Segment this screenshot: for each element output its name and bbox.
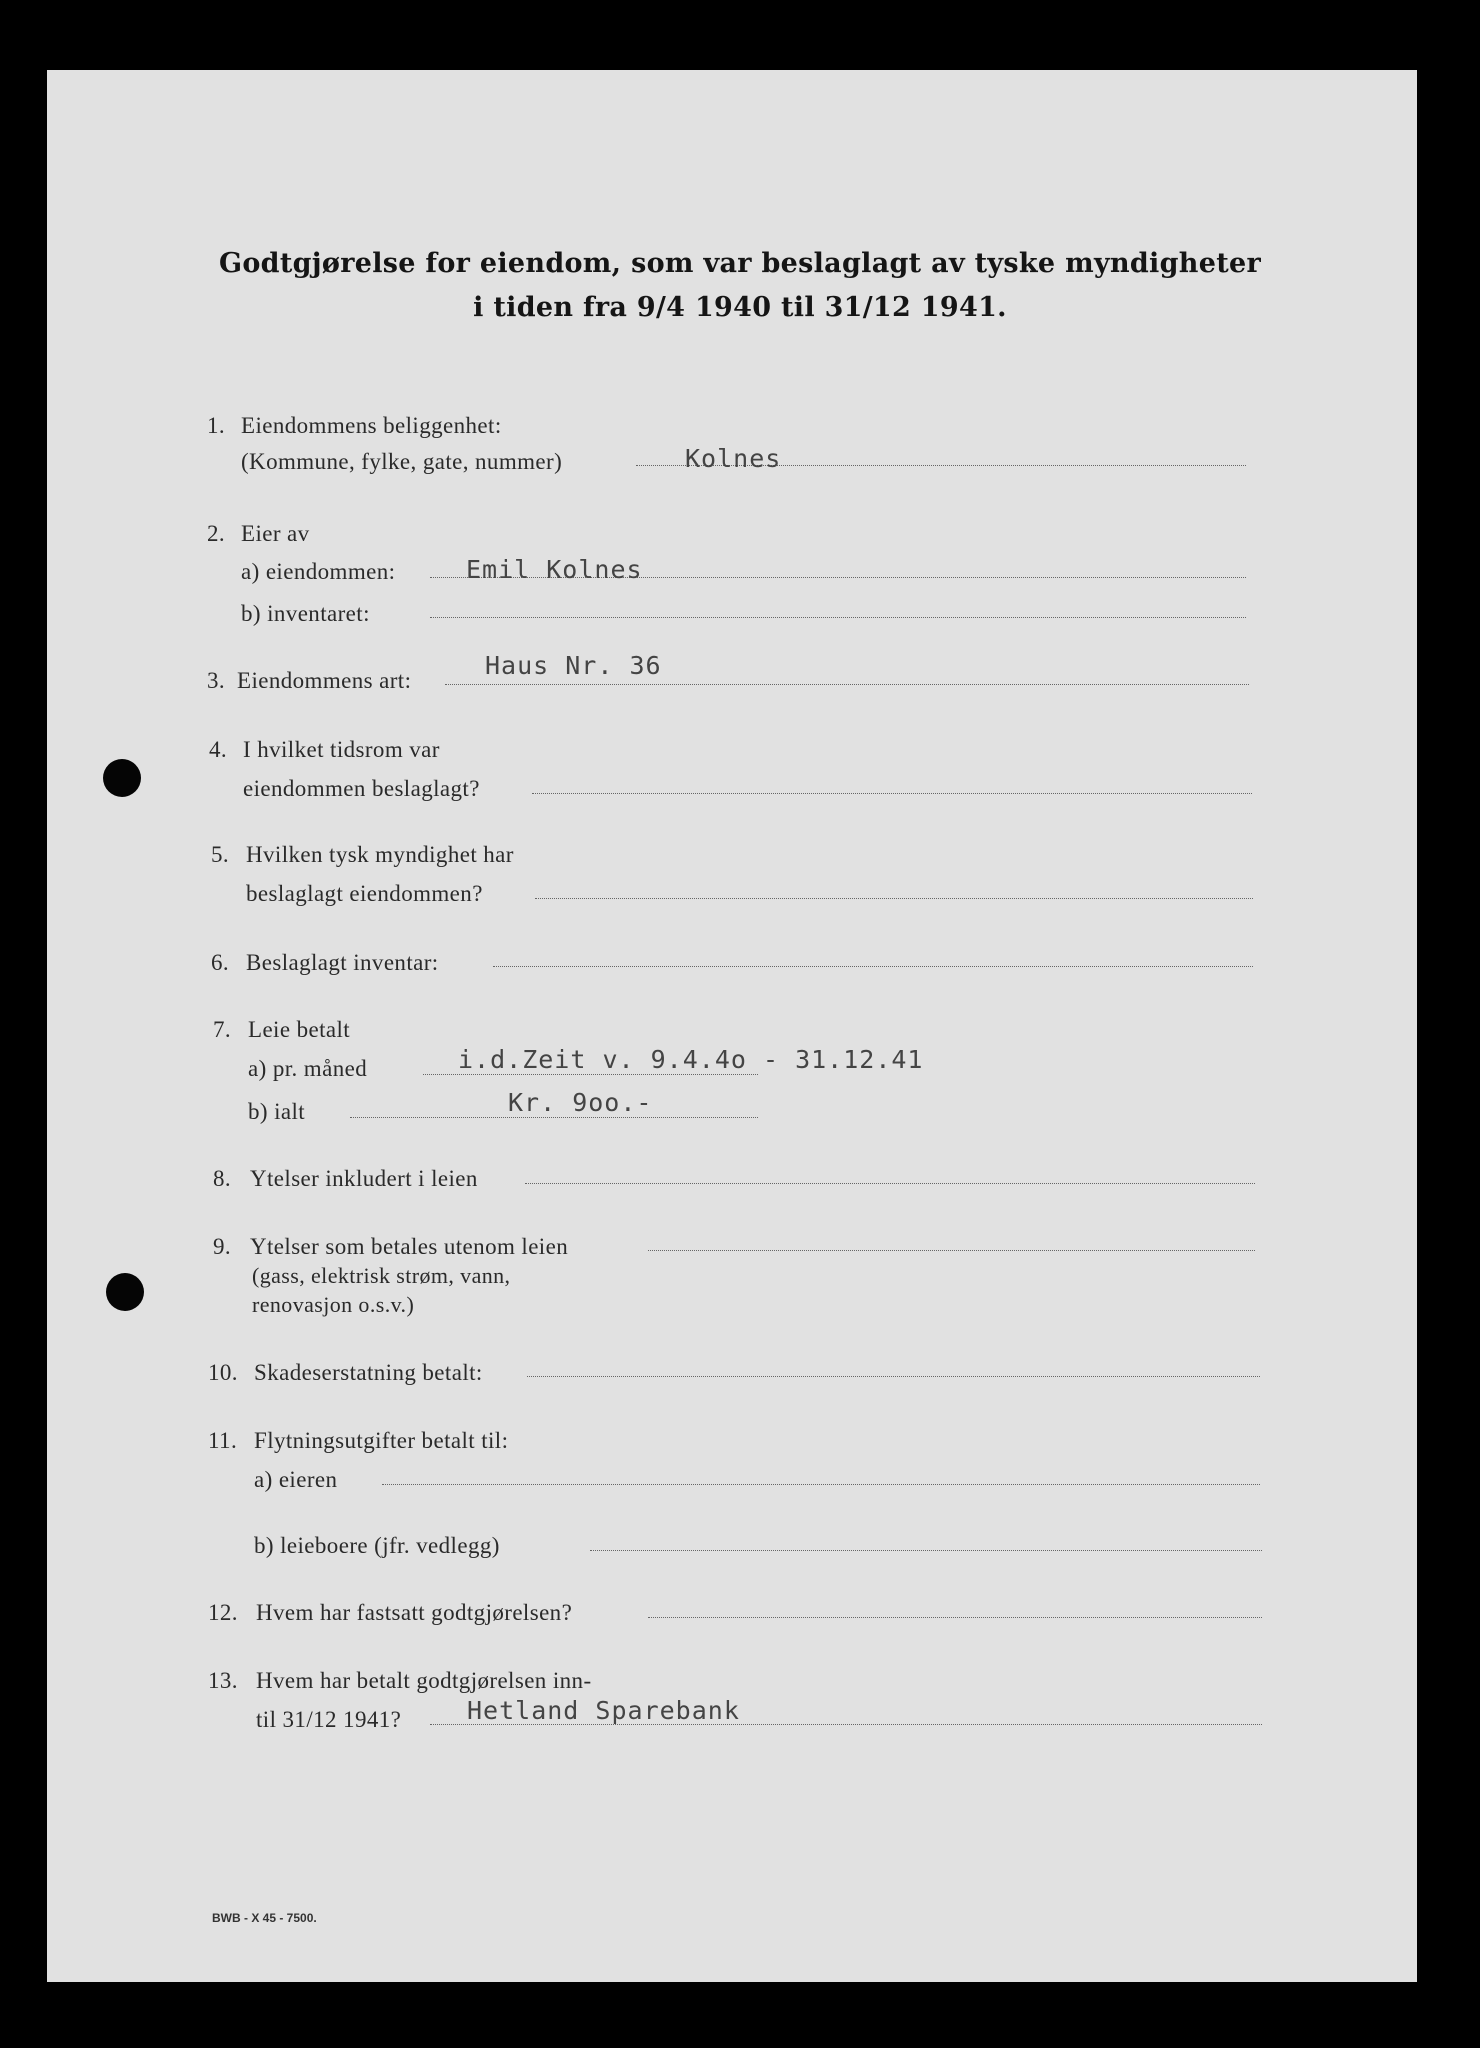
- item-11-number: 11.: [208, 1428, 238, 1453]
- item-4-answer-line[interactable]: [532, 793, 1252, 794]
- item-4-number: 4.: [209, 737, 228, 762]
- item-3-answer-line[interactable]: [445, 684, 1249, 685]
- item-8-answer-line[interactable]: [525, 1183, 1255, 1184]
- item-9-answer-line[interactable]: [648, 1250, 1255, 1251]
- item-13-number: 13.: [208, 1668, 238, 1693]
- item-5-label-sub: beslaglagt eiendommen?: [246, 881, 483, 906]
- item-10-answer-line[interactable]: [527, 1376, 1260, 1377]
- item-7-label: Leie betalt: [248, 1017, 351, 1042]
- item-12-label: Hvem har fastsatt godtgjørelsen?: [256, 1600, 573, 1625]
- print-code: BWB - X 45 - 7500.: [212, 1911, 317, 1925]
- item-5-answer-line[interactable]: [535, 898, 1253, 899]
- item-2b-answer-line[interactable]: [430, 617, 1246, 618]
- item-9-label-sub-2: renovasjon o.s.v.): [252, 1292, 415, 1317]
- item-3-answer: Haus Nr. 36: [485, 651, 662, 680]
- item-6-number: 6.: [211, 950, 230, 975]
- item-7a-answer-line[interactable]: [423, 1074, 758, 1075]
- item-7-number: 7.: [213, 1017, 232, 1042]
- item-7b-label: b) ialt: [248, 1099, 306, 1124]
- item-7a-label: a) pr. måned: [248, 1056, 368, 1081]
- item-11b-answer-line[interactable]: [590, 1550, 1262, 1551]
- item-10-label: Skadeserstatning betalt:: [254, 1360, 483, 1385]
- item-7b-answer-line[interactable]: [350, 1117, 758, 1118]
- item-1-label-sub: (Kommune, fylke, gate, nummer): [241, 449, 563, 474]
- item-4-label: I hvilket tidsrom var: [243, 737, 440, 762]
- item-3-label: Eiendommens art:: [237, 668, 412, 693]
- item-1-label: Eiendommens beliggenhet:: [241, 413, 502, 438]
- item-2-label: Eier av: [241, 521, 310, 546]
- form-title-line-1: Godtgjørelse for eiendom, som var beslaglagt av tyske myndigheter: [219, 248, 1261, 279]
- item-12-number: 12.: [208, 1600, 238, 1625]
- item-9-label-sub-1: (gass, elektrisk strøm, vann,: [252, 1263, 511, 1288]
- item-10-number: 10.: [208, 1360, 238, 1385]
- item-7a-answer: i.d.Zeit v. 9.4.4o - 31.12.41: [458, 1045, 924, 1074]
- item-11b-label: b) leieboere (jfr. vedlegg): [254, 1533, 500, 1558]
- item-1-answer: Kolnes: [685, 444, 782, 473]
- item-1-number: 1.: [207, 413, 226, 438]
- item-7b-answer: Kr. 9oo.-: [508, 1088, 653, 1117]
- item-9-label: Ytelser som betales utenom leien: [250, 1234, 569, 1259]
- item-9-number: 9.: [213, 1234, 232, 1259]
- item-13-label: Hvem har betalt godtgjørelsen inn-: [256, 1668, 592, 1693]
- item-3-number: 3.: [207, 668, 226, 693]
- item-12-answer-line[interactable]: [648, 1617, 1262, 1618]
- item-2b-label: b) inventaret:: [241, 601, 370, 626]
- item-5-number: 5.: [211, 842, 230, 867]
- item-11a-label: a) eieren: [254, 1467, 338, 1492]
- punch-hole-upper: [103, 759, 141, 797]
- form-title-line-2: i tiden fra 9/4 1940 til 31/12 1941.: [473, 292, 1007, 323]
- item-2a-answer: Emil Kolnes: [466, 555, 643, 584]
- item-4-label-sub: eiendommen beslaglagt?: [243, 776, 480, 801]
- punch-hole-lower: [106, 1273, 144, 1311]
- item-6-label: Beslaglagt inventar:: [246, 950, 439, 975]
- item-2-number: 2.: [207, 521, 226, 546]
- item-13-answer: Hetland Sparebank: [467, 1696, 740, 1725]
- item-8-label: Ytelser inkludert i leien: [250, 1166, 478, 1191]
- item-6-answer-line[interactable]: [493, 966, 1253, 967]
- item-11a-answer-line[interactable]: [382, 1484, 1260, 1485]
- item-8-number: 8.: [213, 1166, 232, 1191]
- item-13-label-sub: til 31/12 1941?: [256, 1707, 402, 1732]
- item-5-label: Hvilken tysk myndighet har: [246, 842, 514, 867]
- item-2a-label: a) eiendommen:: [241, 559, 396, 584]
- item-11-label: Flytningsutgifter betalt til:: [254, 1428, 509, 1453]
